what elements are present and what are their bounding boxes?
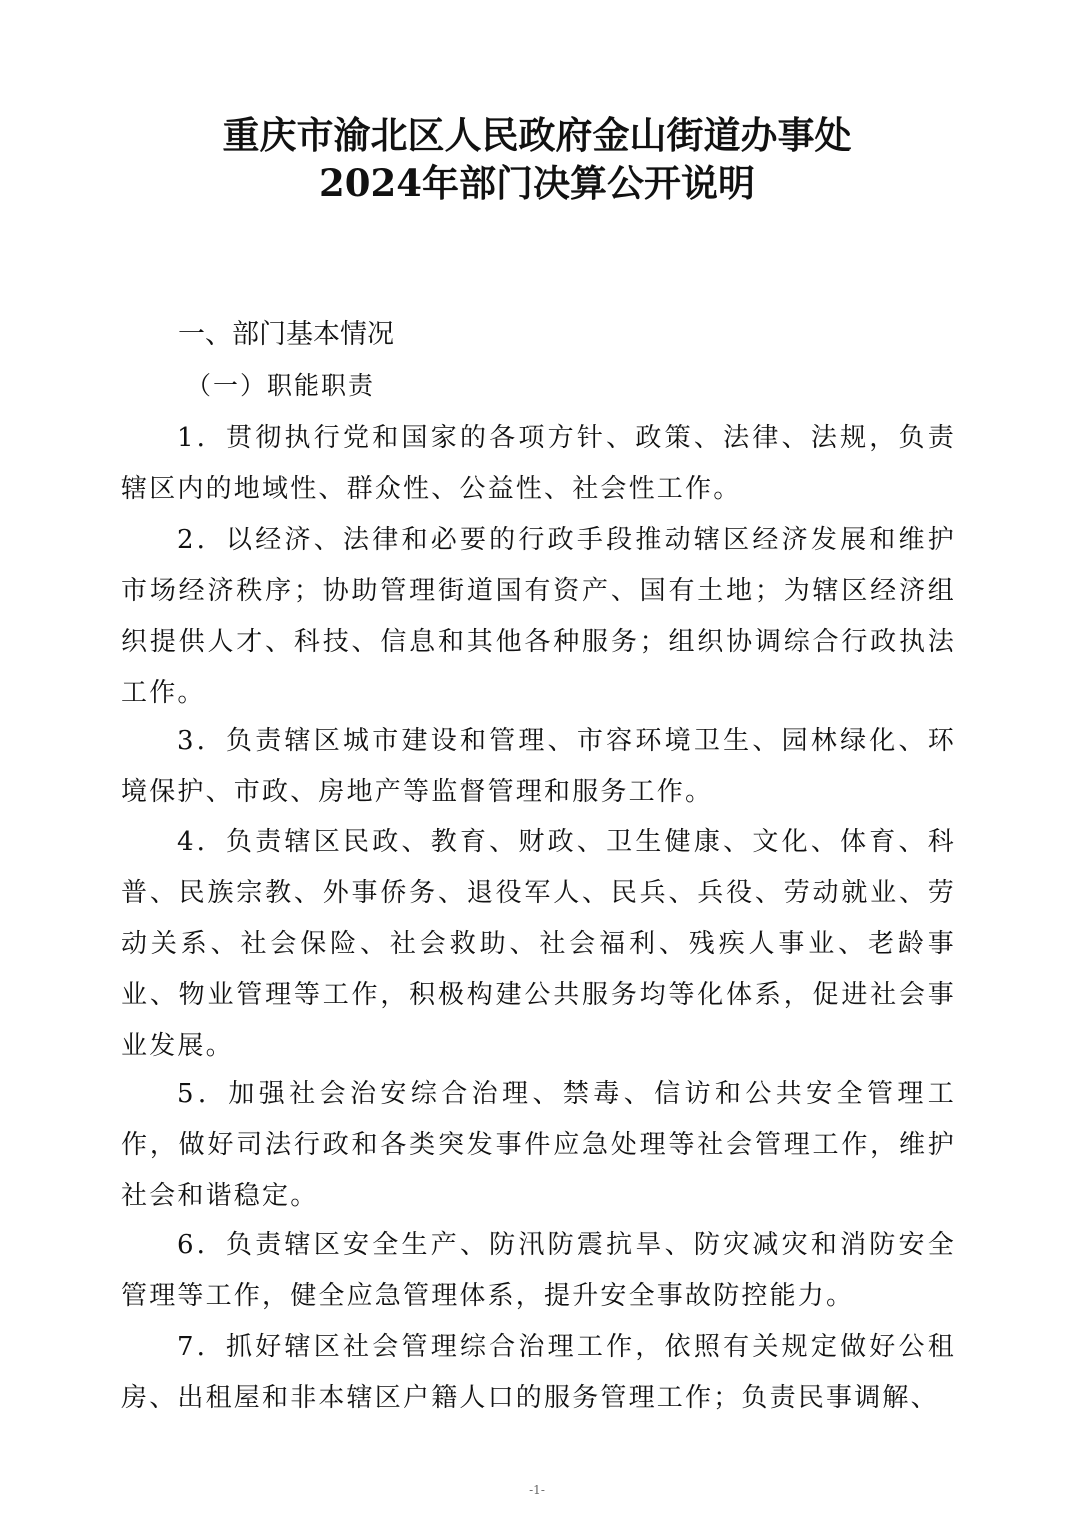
paragraph-duty-2: 2．以经济、法律和必要的行政手段推动辖区经济发展和维护市场经济秩序；协助管理街道国有资产、国有土地；为辖区经济组织提供人才、科技、信息和其他各种服务；组织协调综合行政执法工作。 [121,525,956,708]
paragraph-duty-6: 6．负责辖区安全生产、防汛防震抗旱、防灾减灾和消防安全管理等工作，健全应急管理体系，提升安全事故防控能力。 [121,1230,956,1311]
paragraph-duty-5: 5．加强社会治安综合治理、禁毒、信访和公共安全管理工作，做好司法行政和各类突发事件应急处理等社会管理工作，维护社会和谐稳定。 [121,1079,956,1211]
paragraph-duty-4: 4．负责辖区民政、教育、财政、卫生健康、文化、体育、科普、民族宗教、外事侨务、退役军人、民兵、兵役、劳动就业、劳动关系、社会保险、社会救助、社会福利、残疾人事业、老龄事业、物业管理等工作，积极构建公共服务均等化体系，促进社会事业发展。 [121,827,956,1061]
document-title-line-1: 重庆市渝北区人民政府金山街道办事处 [222,113,852,157]
section-heading: 一、部门基本情况 [178,319,394,350]
page-number: -1- [529,1483,545,1497]
paragraph-duty-3: 3．负责辖区城市建设和管理、市容环境卫生、园林绿化、环境保护、市政、房地产等监督管理和服务工作。 [121,726,956,807]
paragraph-duty-7: 7．抓好辖区社会管理综合治理工作，依照有关规定做好公租房、出租屋和非本辖区户籍人口的服务管理工作；负责民事调解、 [121,1332,956,1413]
document-title-line-2: 2024年部门决算公开说明 [319,161,755,205]
paragraph-duty-1: 1．贯彻执行党和国家的各项方针、政策、法律、法规，负责辖区内的地域性、群众性、公益性、社会性工作。 [121,423,956,504]
subsection-heading: （一）职能职责 [186,371,376,400]
